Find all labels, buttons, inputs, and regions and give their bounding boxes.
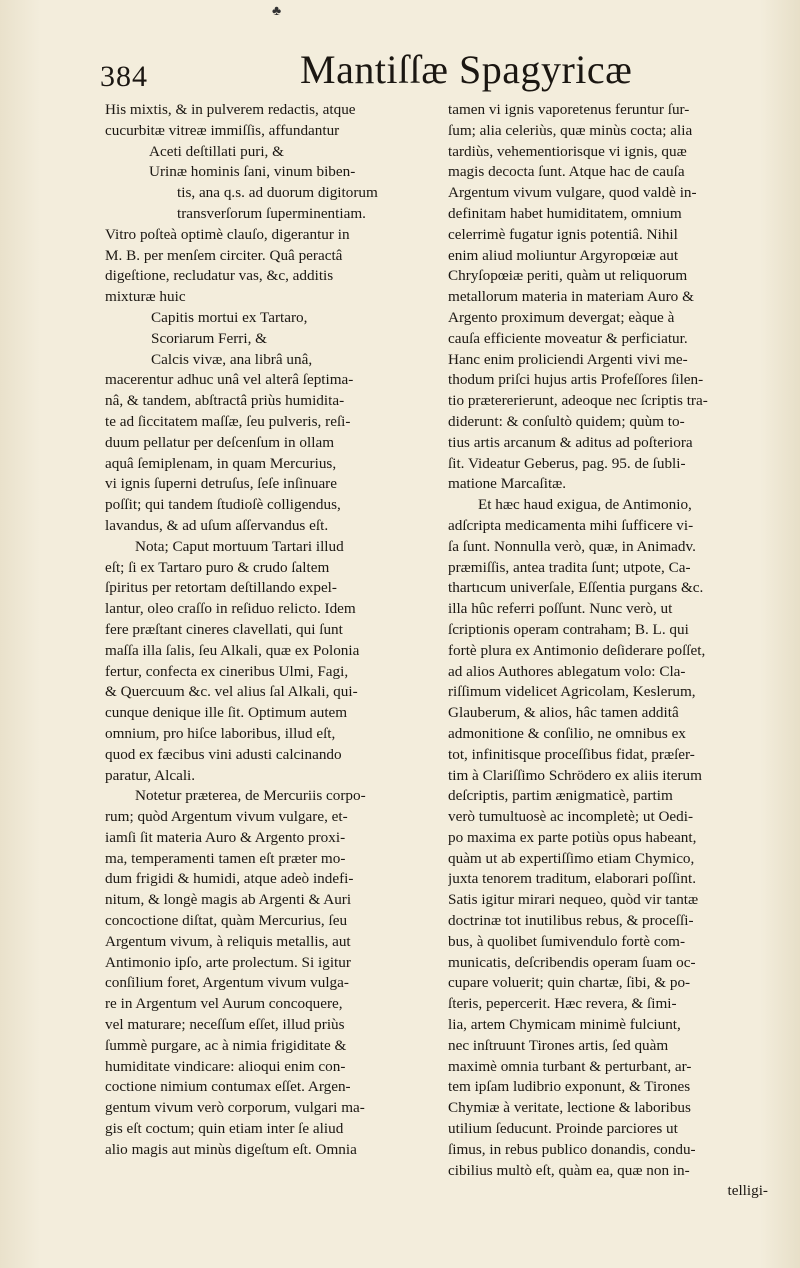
text-line: M. B. per menſem circiter. Quâ peractâ [105, 246, 343, 264]
text-line: gis eſt coctum; quin etiam inter ſe aliud [105, 1120, 344, 1138]
text-line: quod ex fæcibus vini adusti calcinando [105, 745, 342, 763]
text-line: & Quercuum &c. vel alius ſal Alkali, qui- [105, 683, 358, 701]
text-line: enim aliud moliuntur Argyropœiæ aut [448, 246, 679, 264]
text-line: Notetur præterea, de Mercuriis corpo- [135, 787, 366, 805]
text-line: nâ, & tandem, abſtractâ priùs humidita- [105, 392, 345, 410]
text-line: concoctione diſtat, quàm Mercurius, ſeu [105, 912, 348, 930]
text-line: Chymiæ à veritate, lectione & laboribus [448, 1099, 691, 1117]
text-line: coctione nimium contumax eſſet. Argen- [105, 1078, 351, 1096]
text-line: definitam habet humiditatem, omnium [448, 204, 682, 222]
text-line: fere præſtant cineres clavellati, qui ſunt [105, 620, 343, 638]
text-line: Argentum vivum vulgare, quod valdè in- [448, 184, 697, 202]
text-line: tim à Clariſſimo Schrödero ex aliis iterum [448, 766, 702, 784]
text-line: Hanc enim proliciendi Argenti vivi me- [448, 350, 688, 368]
text-line: Argentum vivum, à reliquis metallis, aut [105, 932, 351, 950]
text-line: quàm ut ab expertiſſimo etiam Chymico, [448, 849, 695, 867]
text-line: tis, ana q.s. ad duorum digitorum [177, 184, 378, 202]
text-line: po maxima ex parte potiùs opus habeant, [448, 828, 697, 846]
text-line: cauſa efficiente moveatur & perficiatur. [448, 329, 688, 347]
text-line: municatis, deſcribendis operam ſuam oc- [448, 953, 696, 971]
text-line: tardiùs, vehementiorisque vi ignis, quæ [448, 142, 687, 160]
text-line: conſilium foret, Argentum vivum vulga- [105, 974, 349, 992]
text-line: Nota; Caput mortuum Tartari illud [135, 537, 344, 555]
text-line: ad alios Authores ablegatum volo: Cla- [448, 662, 686, 680]
text-line: vel maturare; neceſſum eſſet, illud priùs [105, 1016, 345, 1034]
text-line: fortè plura ex Antimonio deſiderare poſſet, [448, 641, 706, 659]
text-line: Calcis vivæ, ana librâ unâ, [151, 350, 313, 368]
text-line: nec inſtruunt Tirones artis, ſed quàm [448, 1036, 669, 1054]
text-line: matione Marcaſitæ. [448, 475, 567, 493]
page-number: 384 [100, 60, 148, 93]
text-line: metallorum materia in materiam Auro & [448, 288, 694, 306]
text-line: ma, temperamenti tamen eſt præter mo- [105, 849, 346, 867]
text-line: transverſorum ſuperminentiam. [177, 204, 366, 222]
text-line: tio prætererierunt, adeoque nec ſcriptis tra- [448, 392, 708, 410]
text-line: lantur, oleo craſſo in reſiduo relicto. Idem [105, 600, 356, 618]
text-line: Antimonio ipſo, arte prolectum. Si igitur [105, 953, 351, 971]
text-line: thartıcum univerſale, Eſſentia purgans &c. [448, 579, 704, 597]
text-line: Et hæc haud exigua, de Antimonio, [478, 496, 692, 514]
text-line: diderunt: & conſultò quidem; quùm to- [448, 412, 685, 430]
text-line: Capitis mortui ex Tartaro, [151, 308, 308, 326]
text-line: telligi- [727, 1182, 768, 1200]
text-line: fertur, confecta ex cineribus Ulmi, Fagi, [105, 662, 349, 680]
text-line: ſa ſunt. Nonnulla verò, quæ, in Animadv. [448, 537, 696, 555]
running-head: Mantiſſæ Spagyricæ [300, 47, 633, 92]
text-line: ſteris, pepercerit. Hæc revera, & ſimi- [448, 995, 677, 1013]
text-line: omnium, pro hiſce laboribus, illud eſt, [105, 724, 336, 742]
text-line: te ad ſiccitatem maſſæ, ſeu pulveris, reſi- [105, 412, 351, 430]
text-line: maſſa illa ſalis, ſeu Alkali, quæ ex Polonia [105, 641, 360, 659]
text-line: ſum; alia celeriùs, quæ minùs cocta; alia [448, 121, 693, 139]
text-line: vi ignis ſuperni detruſus, ſeſe inſinuare [105, 475, 337, 493]
left-column [105, 100, 427, 1161]
text-line: poſſit; qui tandem ſtudioſè colligendus, [105, 496, 341, 514]
text-line: eſt; ſi ex Tartaro puro & crudo ſaltem [105, 558, 330, 576]
text-line: macerentur adhuc unâ vel alterâ ſeptima- [105, 371, 354, 389]
text-line: alio magis aut minùs digeſtum eſt. Omnia [105, 1140, 357, 1158]
text-line: riſſimum videlicet Agricolam, Keslerum, [448, 683, 696, 701]
text-line: doctrinæ tot inutilibus rebus, & proceſſi- [448, 912, 694, 930]
text-line: Chryſopœiæ periti, quàm ut reliquorum [448, 267, 688, 285]
text-line: digeſtione, recludatur vas, &c, additis [105, 267, 334, 285]
text-line: re in Argentum vel Aurum concoquere, [105, 995, 343, 1013]
text-line: mixturæ huic [105, 288, 186, 306]
text-line: rum; quòd Argentum vivum vulgare, et- [105, 808, 348, 826]
text-line: adſcripta medicamenta mihi ſufficere vi- [448, 516, 694, 534]
top-ornament-mark: ♣ [272, 4, 282, 19]
text-line: Scoriarum Ferri, & [151, 329, 267, 347]
text-line: cucurbitæ vitreæ immiſſis, affundantur [105, 121, 340, 139]
text-line: Glauberum, & alios, hâc tamen additâ [448, 704, 679, 722]
text-line: thodum priſci hujus artis Profeſſores ſilen- [448, 371, 704, 389]
text-line: Urinæ hominis ſani, vinum biben- [149, 163, 356, 181]
text-line: paratur, Alcali. [105, 766, 196, 784]
text-line: Satis igitur mirari nequeo, quòd vir tantæ [448, 891, 699, 909]
text-line: illa hûc referri poſſunt. Nunc verò, ut [448, 600, 673, 618]
text-line: ſimus, in rebus publico donandis, condu- [448, 1140, 696, 1158]
text-line: cunque denique ille ſit. Optimum autem [105, 704, 348, 722]
text-line: ſit. Videatur Geberus, pag. 95. de ſubli- [448, 454, 686, 472]
text-line: deſcriptis, partim ænigmaticè, partim [448, 787, 673, 805]
text-line: admonitione & conſilio, ne omnibus ex [448, 724, 686, 742]
text-line: humiditate vindicare: alioqui enim con- [105, 1057, 346, 1075]
text-line: lia, artem Chymicam minimè fulciunt, [448, 1016, 681, 1034]
text-line: His mixtis, & in pulverem redactis, atque [105, 101, 356, 118]
text-line: magis decocta ſunt. Atque hac de cauſa [448, 163, 685, 181]
text-line: cibilius multò eſt, quàm ea, quæ non in- [448, 1161, 690, 1179]
text-line: celerrimè fugatur ignis potentiâ. Nihil [448, 225, 678, 243]
text-line: Argento proximum devergat; eàque à [448, 308, 675, 326]
text-line: ſpiritus per retortam deſtillando expel- [105, 579, 337, 597]
text-line: lavandus, & ad uſum aſſervandus eſt. [105, 516, 329, 534]
text-line: Vitro poſteà optimè clauſo, digerantur in [105, 225, 350, 243]
text-line: maximè omnia turbant & perturbant, ar- [448, 1057, 692, 1075]
text-line: bus, à quolibet ſumivendulo fortè com- [448, 932, 686, 950]
text-line: gentum vivum verò corporum, vulgari ma- [105, 1099, 365, 1117]
text-line: tot, infinitisque proceſſibus fidat, præſer- [448, 745, 695, 763]
text-line: cupare voluerit; quin chartæ, ſibi, & po- [448, 974, 691, 992]
text-line: Aceti deſtillati puri, & [149, 142, 284, 160]
text-line: duum pellatur per deſcenſum in ollam [105, 433, 335, 451]
text-line: tius artis arcanum & aditus ad poſteriora [448, 433, 693, 451]
text-line: tem ipſam ludibrio exponunt, & Tirones [448, 1078, 691, 1096]
text-line: nitum, & longè magis ab Argenti & Auri [105, 891, 352, 909]
text-line: dum frigidi & humidi, atque adeò indefi- [105, 870, 354, 888]
text-line: ſummè purgare, ac à nimia frigiditate & [105, 1036, 347, 1054]
text-line: iamſi ſit materia Auro & Argento proxi- [105, 828, 346, 846]
right-column [448, 100, 768, 1202]
text-line: præmiſſis, antea tradita ſunt; utpote, Ca- [448, 558, 691, 576]
text-line: juxta tenorem traditum, elaborari poſſint. [448, 870, 696, 888]
text-line: verò tumultuosè ac incompletè; ut Oedi- [448, 808, 694, 826]
text-line: tamen vi ignis vaporetenus feruntur ſur- [448, 101, 690, 118]
text-line: ſcriptionis operam contraham; B. L. qui [448, 620, 689, 638]
text-line: utilium ſeducunt. Proinde parciores ut [448, 1120, 678, 1138]
text-line: aquâ ſemiplenam, in quam Mercurius, [105, 454, 337, 472]
